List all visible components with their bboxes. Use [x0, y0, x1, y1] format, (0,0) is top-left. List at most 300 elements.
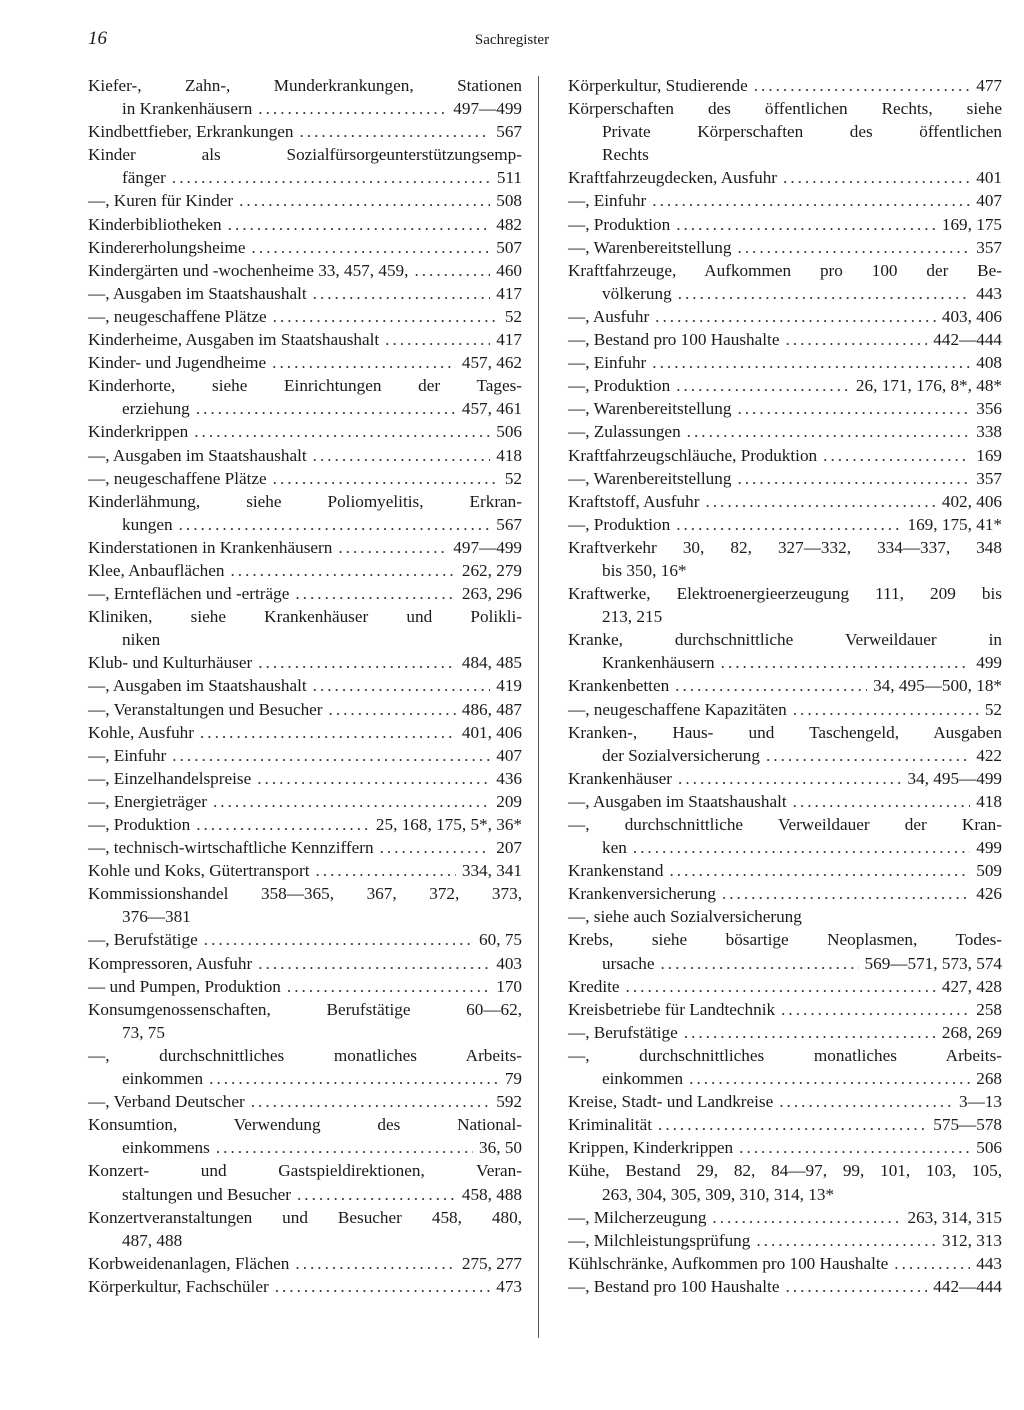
- entry-term: [88, 282, 522, 305]
- entry-text: Korbweidenanlagen, Flächen: [88, 1253, 290, 1273]
- entry-text: —, Berufstätige: [88, 930, 198, 950]
- entry-term: [88, 143, 522, 166]
- index-entry: [88, 259, 522, 282]
- entry-text: Kraftfahrzeugschläuche, Produktion: [568, 445, 818, 465]
- entry-term: [568, 444, 1002, 467]
- entry-term: [88, 328, 522, 351]
- dot-leader: [652, 189, 970, 212]
- entry-term: [568, 189, 1002, 212]
- index-entry: [88, 374, 522, 420]
- entry-text: Krankenversicherung: [568, 884, 716, 904]
- entry-term: [88, 1090, 522, 1113]
- dot-leader: [313, 282, 491, 305]
- index-entry: [88, 74, 522, 120]
- entry-term: [568, 374, 1002, 397]
- entry-term: [88, 859, 522, 882]
- dot-leader: [287, 975, 490, 998]
- entry-text: —, Produktion: [568, 376, 671, 396]
- index-entry: [88, 1113, 522, 1159]
- entry-text: der Sozialversicherung: [602, 745, 760, 765]
- dot-leader: [239, 189, 490, 212]
- entry-term: [88, 928, 522, 951]
- page-reference: 263, 296: [461, 584, 522, 604]
- page-reference: 357: [976, 237, 1002, 257]
- index-entry: [568, 905, 1002, 928]
- index-entry: [88, 559, 522, 582]
- entry-text: —, Ausgaben im Staatshaushalt: [88, 445, 307, 465]
- index-entry: [568, 1021, 1002, 1044]
- entry-term: [88, 189, 522, 212]
- entry-term: [88, 420, 522, 443]
- entry-text: Krankenhäuser: [568, 768, 673, 788]
- page-reference: 506: [976, 1138, 1002, 1158]
- index-entry: [88, 444, 522, 467]
- dot-leader: [739, 1136, 970, 1159]
- dot-leader: [684, 1021, 936, 1044]
- entry-text: Kindergärten und -wochenheime 33, 457, 459,: [88, 260, 409, 280]
- index-entry: [88, 305, 522, 328]
- entry-text: bis 350, 16*: [602, 560, 687, 580]
- page-reference: 268: [976, 1069, 1002, 1089]
- page-reference: 34, 495—499: [907, 768, 1002, 788]
- index-entry: [88, 998, 522, 1044]
- entry-text: Kliniken, siehe Krankenhäuser und Polikli-: [88, 607, 522, 627]
- entry-text: fänger: [122, 168, 166, 188]
- dot-leader: [385, 328, 490, 351]
- entry-term: [568, 305, 1002, 328]
- index-entry: [88, 605, 522, 651]
- entry-text: Konsumtion, Verwendung des National-: [88, 1115, 522, 1135]
- entry-text: Kreise, Stadt- und Landkreise: [568, 1092, 774, 1112]
- dot-leader: [652, 351, 970, 374]
- page-reference: 457, 462: [461, 353, 522, 373]
- entry-text: einkommen: [122, 1069, 204, 1089]
- dot-leader: [737, 467, 970, 490]
- entry-continuation: [88, 397, 522, 420]
- page-reference: 338: [976, 422, 1002, 442]
- entry-text: —, Produktion: [568, 214, 671, 234]
- entry-term: [568, 1113, 1002, 1136]
- entry-continuation: [88, 905, 522, 928]
- page-reference: 417: [496, 283, 522, 303]
- dot-leader: [258, 651, 456, 674]
- page-reference: 442—444: [933, 1276, 1002, 1296]
- entry-term: [568, 628, 1002, 651]
- index-entry: [88, 882, 522, 928]
- entry-term: [88, 74, 522, 97]
- index-entry: [88, 1090, 522, 1113]
- entry-text: Kriminalität: [568, 1115, 653, 1135]
- entry-term: [568, 166, 1002, 189]
- index-entry: [568, 1090, 1002, 1113]
- entry-term: [88, 1275, 522, 1298]
- index-entry: [568, 397, 1002, 420]
- entry-text: Kühe, Bestand 29, 82, 84—97, 99, 101, 103, 105,: [568, 1161, 1002, 1181]
- entry-text: Körperkultur, Studierende: [568, 76, 748, 95]
- index-entry: [568, 166, 1002, 189]
- running-head: Sachregister: [474, 32, 550, 48]
- entry-text: 376—381: [122, 907, 191, 927]
- index-entry: [568, 444, 1002, 467]
- dot-leader: [793, 790, 971, 813]
- entry-continuation: [88, 1021, 522, 1044]
- entry-term: [568, 674, 1002, 697]
- index-entry: [88, 952, 522, 975]
- entry-text: —, durchschnittliches monatliches Arbeits-: [568, 1045, 1002, 1065]
- index-entry: [568, 305, 1002, 328]
- index-entry: [88, 351, 522, 374]
- entry-continuation: [88, 1229, 522, 1252]
- entry-term: [568, 74, 1002, 97]
- entry-text: —, Einfuhr: [568, 191, 647, 211]
- dot-leader: [297, 1183, 456, 1206]
- entry-term: [568, 213, 1002, 236]
- index-entry: [568, 1275, 1002, 1298]
- entry-term: [88, 444, 522, 467]
- page-reference: 499: [976, 838, 1002, 858]
- dot-leader: [272, 351, 456, 374]
- entry-term: [568, 328, 1002, 351]
- entry-term: [568, 1229, 1002, 1252]
- page-reference: 258: [976, 999, 1002, 1019]
- entry-term: [568, 582, 1002, 605]
- dot-leader: [194, 420, 490, 443]
- index-entry: [568, 1044, 1002, 1090]
- index-entry: [568, 236, 1002, 259]
- entry-term: [88, 790, 522, 813]
- entry-term: [568, 536, 1002, 559]
- entry-text: Kraftfahrzeuge, Aufkommen pro 100 der Be-: [568, 260, 1002, 280]
- index-entry: [568, 513, 1002, 536]
- index-entry: [568, 1159, 1002, 1205]
- dot-leader: [783, 166, 970, 189]
- dot-leader: [313, 444, 491, 467]
- entry-text: Kinderstationen in Krankenhäusern: [88, 537, 333, 557]
- page-reference: 497—499: [453, 99, 522, 119]
- page-reference: 408: [976, 353, 1002, 373]
- entry-term: [88, 605, 522, 628]
- entry-text: Kohle und Koks, Gütertransport: [88, 861, 310, 881]
- page-reference: 268, 269: [941, 1022, 1002, 1042]
- index-entry: [568, 351, 1002, 374]
- entry-term: [568, 467, 1002, 490]
- entry-text: Krankenstand: [568, 861, 664, 881]
- index-entry: [88, 698, 522, 721]
- index-entry: [88, 467, 522, 490]
- entry-text: kungen: [122, 514, 173, 534]
- entry-text: —, Einfuhr: [88, 745, 167, 765]
- entry-term: [88, 813, 522, 836]
- index-entry: [568, 259, 1002, 305]
- entry-term: [88, 975, 522, 998]
- entry-term: [88, 882, 522, 905]
- entry-text: —, Energieträger: [88, 791, 207, 811]
- page-reference: 26, 171, 176, 8*, 48*: [855, 376, 1002, 396]
- index-column-left: [88, 74, 522, 1298]
- index-entry: [568, 698, 1002, 721]
- entry-term: [568, 259, 1002, 282]
- index-entry: [568, 1252, 1002, 1275]
- index-entry: [568, 328, 1002, 351]
- index-entry: [88, 721, 522, 744]
- entry-continuation: [568, 605, 1002, 628]
- entry-term: [88, 721, 522, 744]
- entry-term: [88, 952, 522, 975]
- entry-term: [568, 1021, 1002, 1044]
- entry-term: [88, 236, 522, 259]
- entry-continuation: [88, 1136, 522, 1159]
- index-entry: [88, 813, 522, 836]
- entry-text: Krippen, Kinderkrippen: [568, 1138, 734, 1158]
- entry-term: [88, 998, 522, 1021]
- page-reference: 25, 168, 175, 5*, 36*: [375, 815, 522, 834]
- index-entry: [88, 836, 522, 859]
- index-entry: [568, 1113, 1002, 1136]
- entry-term: [568, 1136, 1002, 1159]
- index-entry: [88, 790, 522, 813]
- entry-text: einkommen: [602, 1069, 684, 1089]
- page-reference: 79: [504, 1069, 522, 1089]
- dot-leader: [823, 444, 970, 467]
- index-entry: [88, 859, 522, 882]
- dot-leader: [258, 97, 447, 120]
- page-reference: 401, 406: [461, 722, 522, 742]
- entry-text: Kranken-, Haus- und Taschengeld, Ausgaben: [568, 722, 1002, 742]
- index-entry: [568, 790, 1002, 813]
- entry-text: Klub- und Kulturhäuser: [88, 653, 253, 673]
- dot-leader: [678, 767, 901, 790]
- index-entry: [568, 928, 1002, 974]
- index-entry: [568, 582, 1002, 628]
- dot-leader: [213, 790, 490, 813]
- entry-text: Kinder als Sozialfürsorgeunterstützungsemp-: [88, 145, 522, 165]
- entry-text: Kinderhorte, siehe Einrichtungen der Tages-: [88, 376, 522, 396]
- dot-leader: [705, 490, 935, 513]
- page-reference: 419: [496, 676, 522, 696]
- entry-text: Kindererholungsheime: [88, 237, 246, 257]
- entry-continuation: [568, 1183, 1002, 1206]
- entry-text: —, technisch-wirtschaftliche Kennziffern: [88, 838, 374, 858]
- entry-term: [88, 490, 522, 513]
- entry-text: — und Pumpen, Produktion: [88, 976, 281, 996]
- entry-text: Krankenhäusern: [602, 653, 715, 673]
- index-entry: [88, 328, 522, 351]
- entry-text: —, Produktion: [568, 514, 671, 534]
- entry-term: [88, 1044, 522, 1067]
- entry-continuation: [568, 143, 1002, 166]
- dot-leader: [781, 998, 970, 1021]
- entry-text: Konzertveranstaltungen und Besucher 458, 480,: [88, 1207, 522, 1227]
- entry-term: [88, 744, 522, 767]
- entry-text: —, Veranstaltungen und Besucher: [88, 699, 323, 719]
- entry-term: [88, 1252, 522, 1275]
- dot-leader: [329, 698, 456, 721]
- entry-term: [568, 351, 1002, 374]
- entry-text: in Krankenhäusern: [122, 99, 253, 119]
- index-entry: [568, 1206, 1002, 1229]
- page-reference: 52: [984, 699, 1002, 719]
- entry-text: —, Ausgaben im Staatshaushalt: [88, 283, 307, 303]
- entry-text: Kraftverkehr 30, 82, 327—332, 334—337, 348: [568, 537, 1002, 557]
- page-reference: 506: [496, 422, 522, 442]
- entry-term: [568, 1090, 1002, 1113]
- entry-term: [568, 790, 1002, 813]
- page-reference: 511: [496, 168, 522, 188]
- entry-text: —, Milcherzeugung: [568, 1207, 707, 1227]
- dot-leader: [737, 397, 970, 420]
- dot-leader: [316, 859, 456, 882]
- entry-text: Körperschaften des öffentlichen Rechts, siehe: [568, 99, 1002, 119]
- page-reference: 486, 487: [461, 699, 522, 719]
- index-entry: [88, 282, 522, 305]
- page-reference: 460: [496, 260, 522, 280]
- entry-text: Kiefer-, Zahn-, Munderkrankungen, Stationen: [88, 76, 522, 95]
- entry-term: [568, 905, 1002, 928]
- entry-text: Kredite: [568, 976, 620, 996]
- entry-text: Kommissionshandel 358—365, 367, 372, 373,: [88, 884, 522, 904]
- entry-term: [568, 813, 1002, 836]
- index-entry: [568, 467, 1002, 490]
- index-entry: [568, 97, 1002, 166]
- index-entry: [88, 236, 522, 259]
- entry-text: 263, 304, 305, 309, 310, 314, 13*: [602, 1184, 835, 1204]
- dot-leader: [712, 1206, 901, 1229]
- dot-leader: [300, 120, 491, 143]
- index-entry: [568, 628, 1002, 674]
- page-reference: 426: [976, 884, 1002, 904]
- page-reference: 34, 495—500, 18*: [873, 676, 1002, 696]
- dot-leader: [687, 420, 971, 443]
- dot-leader: [756, 1229, 935, 1252]
- entry-text: Konzert- und Gastspieldirektionen, Veran-: [88, 1161, 522, 1181]
- entry-text: Kinderkrippen: [88, 422, 189, 442]
- entry-text: —, Produktion: [88, 815, 191, 834]
- index-entry: [88, 674, 522, 697]
- entry-continuation: [568, 744, 1002, 767]
- entry-text: Kinderbibliotheken: [88, 214, 222, 234]
- page-reference: 170: [496, 976, 522, 996]
- page-reference: 52: [504, 468, 522, 488]
- entry-term: [568, 698, 1002, 721]
- entry-term: [88, 1159, 522, 1182]
- entry-term: [88, 767, 522, 790]
- entry-term: [88, 559, 522, 582]
- index-entry: [88, 744, 522, 767]
- entry-text: völkerung: [602, 283, 672, 303]
- index-entry: [568, 189, 1002, 212]
- page-reference: 401: [976, 168, 1002, 188]
- entry-term: [88, 259, 522, 282]
- page-reference: 356: [976, 399, 1002, 419]
- index-entry: [88, 420, 522, 443]
- index-entry: [568, 1136, 1002, 1159]
- page-number: 16: [88, 28, 107, 49]
- entry-text: —, Warenbereitstellung: [568, 237, 732, 257]
- index-entry: [568, 490, 1002, 513]
- page-reference: 422: [976, 745, 1002, 765]
- page-reference: 207: [496, 838, 522, 858]
- entry-text: Kraftwerke, Elektroenergieerzeugung 111, 209 bis: [568, 584, 1002, 604]
- entry-text: Kühlschränke, Aufkommen pro 100 Haushalte: [568, 1253, 889, 1273]
- index-entry: [568, 213, 1002, 236]
- dot-leader: [678, 282, 971, 305]
- entry-term: [568, 721, 1002, 744]
- index-entry: [88, 1275, 522, 1298]
- dot-leader: [172, 744, 490, 767]
- entry-text: —, Warenbereitstellung: [568, 468, 732, 488]
- entry-text: —, Milchleistungsprüfung: [568, 1230, 751, 1250]
- dot-leader: [252, 236, 491, 259]
- entry-continuation: [88, 1067, 522, 1090]
- entry-term: [568, 420, 1002, 443]
- entry-term: [88, 305, 522, 328]
- entry-text: Kraftstoff, Ausfuhr: [568, 491, 700, 511]
- dot-leader: [658, 1113, 927, 1136]
- page-reference: 403: [496, 953, 522, 973]
- index-entry: [88, 651, 522, 674]
- dot-leader: [257, 767, 490, 790]
- entry-text: Kompressoren, Ausfuhr: [88, 953, 253, 973]
- page-reference: 169: [976, 445, 1002, 465]
- entry-term: [88, 836, 522, 859]
- dot-leader: [295, 582, 455, 605]
- column-divider: [538, 76, 539, 1338]
- page-reference: 209: [496, 791, 522, 811]
- index-entry: [88, 1252, 522, 1275]
- entry-continuation: [88, 166, 522, 189]
- page-reference: 443: [976, 1253, 1002, 1273]
- entry-term: [88, 213, 522, 236]
- entry-term: [568, 490, 1002, 513]
- entry-continuation: [568, 120, 1002, 143]
- entry-term: [88, 467, 522, 490]
- index-entry: [568, 859, 1002, 882]
- entry-term: [568, 1044, 1002, 1067]
- page-reference: 169, 175, 41*: [907, 514, 1002, 534]
- entry-text: Krankenbetten: [568, 676, 670, 696]
- index-entry: [88, 767, 522, 790]
- entry-text: Kinderlähmung, siehe Poliomyelitis, Erkran-: [88, 491, 522, 511]
- dot-leader: [204, 928, 473, 951]
- entry-text: Kranke, durchschnittliche Verweildauer in: [568, 630, 1002, 650]
- dot-leader: [722, 882, 970, 905]
- entry-text: Konsumgenossenschaften, Berufstätige 60—62,: [88, 999, 522, 1019]
- entry-term: [568, 97, 1002, 120]
- entry-text: —, Berufstätige: [568, 1022, 678, 1042]
- dot-leader: [380, 836, 491, 859]
- entry-term: [568, 928, 1002, 951]
- entry-term: [568, 513, 1002, 536]
- entry-text: Kinder- und Jugendheime: [88, 353, 267, 373]
- entry-continuation: [568, 559, 1002, 582]
- page-reference: 509: [976, 861, 1002, 881]
- page-reference: 569—571, 573, 574: [864, 953, 1002, 973]
- entry-text: Kreisbetriebe für Landtechnik: [568, 999, 776, 1019]
- dot-leader: [675, 674, 867, 697]
- dot-leader: [251, 1090, 491, 1113]
- entry-text: —, Bestand pro 100 Haushalte: [568, 1276, 780, 1296]
- page-reference: 484, 485: [461, 653, 522, 673]
- index-entry: [88, 490, 522, 536]
- page-reference: 497—499: [453, 537, 522, 557]
- entry-term: [568, 998, 1002, 1021]
- dot-leader: [754, 74, 970, 97]
- page-reference: 473: [496, 1276, 522, 1296]
- entry-text: Private Körperschaften des öffentlichen: [602, 122, 1002, 142]
- index-entry: [568, 767, 1002, 790]
- page-reference: 508: [496, 191, 522, 211]
- index-entry: [88, 1044, 522, 1090]
